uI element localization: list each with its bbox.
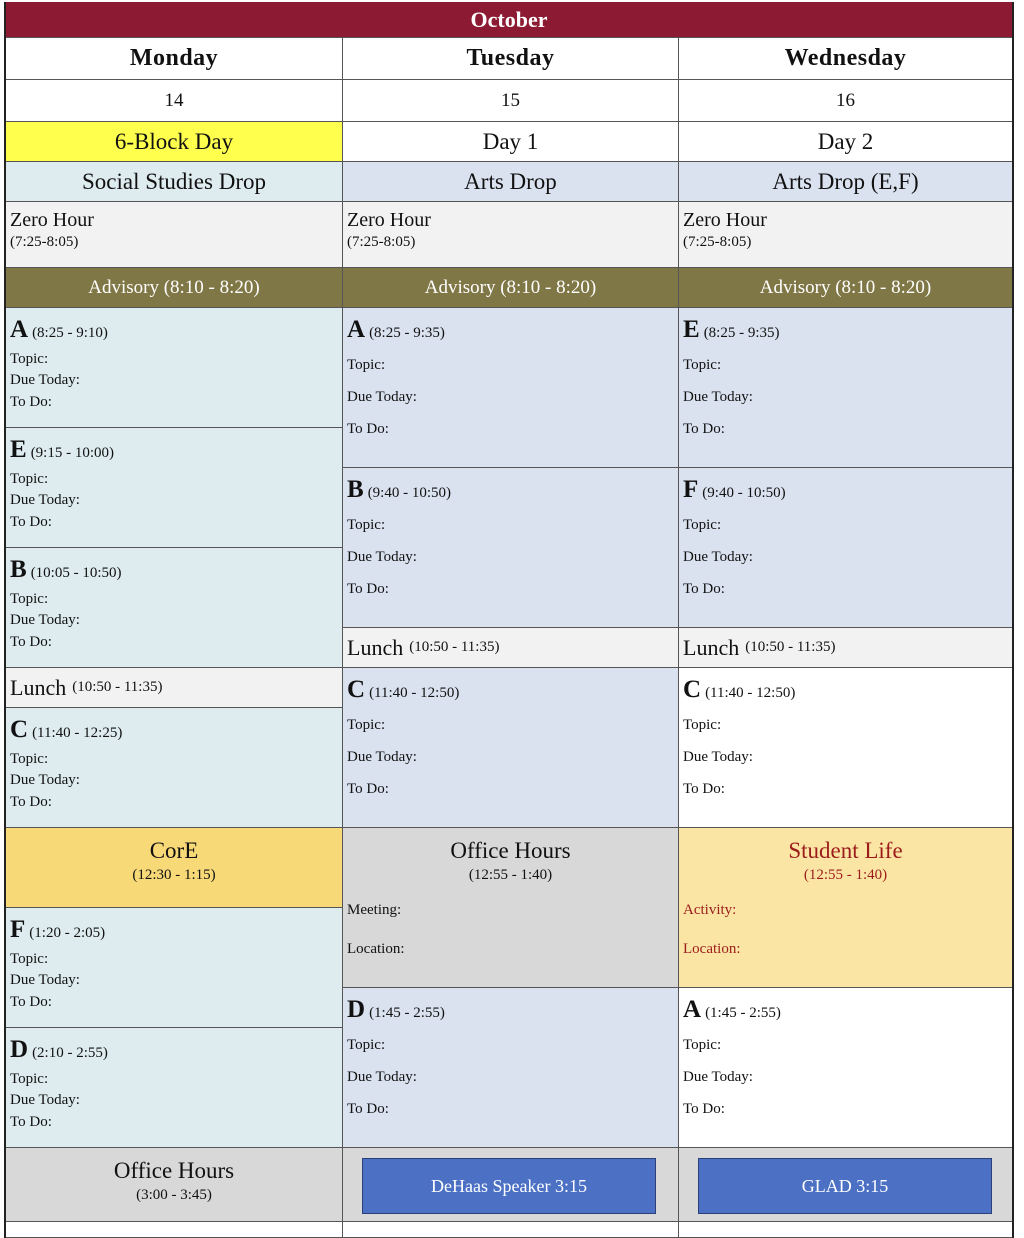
day-type-monday: 6-Block Day xyxy=(6,122,343,162)
student-life-time: (12:55 - 1:40) xyxy=(803,866,888,883)
calendar-sheet xyxy=(4,2,1014,1238)
event-dehaas-speaker[interactable]: DeHaas Speaker 3:15 xyxy=(362,1158,656,1214)
monday-block-d: D (2:10 - 2:55) Topic: Due Today: To Do: xyxy=(6,1028,343,1148)
todo-label: To Do: xyxy=(10,794,52,810)
day-name-monday: Monday xyxy=(6,38,343,80)
zero-hour-wednesday xyxy=(679,202,1012,268)
topic-label: Topic: xyxy=(10,470,49,487)
activity-label: Activity: xyxy=(683,902,737,919)
block-time: (8:25 - 9:10) xyxy=(32,325,108,341)
lunch-time: (10:50 - 11:35) xyxy=(409,639,500,655)
location-label: Location: xyxy=(683,941,741,958)
topic-label: Topic: xyxy=(10,1070,49,1087)
monday-core xyxy=(6,828,343,908)
tuesday-next-row xyxy=(343,1222,679,1238)
wednesday-next-row xyxy=(679,1222,1012,1238)
wednesday-block-c: C (11:40 - 12:50) Topic: Due Today: To Do: xyxy=(679,668,1012,828)
todo-label: To Do: xyxy=(10,394,52,410)
block-time: (9:15 - 10:00) xyxy=(30,445,115,461)
due-label: Due Today: xyxy=(683,388,753,405)
topic-label: Topic: xyxy=(10,350,49,367)
monday-block-f: F (1:20 - 2:05) Topic: Due Today: To Do: xyxy=(6,908,343,1028)
topic-label: Topic: xyxy=(347,716,386,733)
meeting-label: Meeting: xyxy=(347,902,402,919)
due-label: Due Today: xyxy=(347,1068,417,1085)
due-label: Due Today: xyxy=(10,772,80,789)
monday-block-e: E (9:15 - 10:00) Topic: Due Today: To Do: xyxy=(6,428,343,548)
student-life-title: Student Life xyxy=(788,838,903,863)
block-time: (8:25 - 9:35) xyxy=(703,325,780,341)
monday-block-c: C (11:40 - 12:25) Topic: Due Today: To Do: xyxy=(6,708,343,828)
zero-hour-label: Zero Hour xyxy=(683,209,767,231)
todo-label: To Do: xyxy=(683,421,725,437)
day-type-wednesday: Day 2 xyxy=(679,122,1012,162)
topic-label: Topic: xyxy=(10,590,49,607)
lunch-time: (10:50 - 11:35) xyxy=(745,639,836,655)
topic-label: Topic: xyxy=(10,750,49,767)
todo-label: To Do: xyxy=(10,634,52,650)
tuesday-office-hours xyxy=(343,828,679,988)
block-time: (9:40 - 10:50) xyxy=(367,485,452,501)
advisory-monday: Advisory (8:10 - 8:20) xyxy=(6,268,343,308)
todo-label: To Do: xyxy=(10,994,52,1010)
date-tuesday: 15 xyxy=(343,80,679,122)
monday-office-hours xyxy=(6,1148,343,1222)
due-label: Due Today: xyxy=(10,1092,80,1109)
zero-hour-label: Zero Hour xyxy=(347,209,431,231)
lunch-label: Lunch xyxy=(347,634,404,660)
zero-hour-time: (7:25-8:05) xyxy=(10,234,79,250)
block-time: (9:40 - 10:50) xyxy=(702,485,786,501)
office-hours-time: (3:00 - 3:45) xyxy=(136,1186,212,1203)
day-type-tuesday: Day 1 xyxy=(343,122,679,162)
core-title: CorE xyxy=(149,838,199,863)
due-label: Due Today: xyxy=(683,548,753,565)
block-time: (2:10 - 2:55) xyxy=(32,1045,108,1061)
lunch-label: Lunch xyxy=(10,674,67,700)
due-label: Due Today: xyxy=(347,548,417,565)
due-label: Due Today: xyxy=(347,748,417,765)
wednesday-block-f: F (9:40 - 10:50) Topic: Due Today: To Do: xyxy=(679,468,1012,628)
due-label: Due Today: xyxy=(347,388,417,405)
todo-label: To Do: xyxy=(347,781,389,797)
lunch-time: (10:50 - 11:35) xyxy=(72,679,163,695)
due-label: Due Today: xyxy=(10,492,80,509)
core-time: (12:30 - 1:15) xyxy=(132,866,216,883)
block-time: (8:25 - 9:35) xyxy=(369,325,445,341)
topic-label: Topic: xyxy=(683,716,722,733)
tuesday-block-d: D (1:45 - 2:55) Topic: Due Today: To Do: xyxy=(343,988,679,1148)
topic-label: Topic: xyxy=(347,1036,386,1053)
topic-label: Topic: xyxy=(10,950,49,967)
topic-label: Topic: xyxy=(683,356,722,373)
topic-label: Topic: xyxy=(347,356,386,373)
todo-label: To Do: xyxy=(10,514,52,530)
office-hours-title: Office Hours xyxy=(450,838,571,863)
due-label: Due Today: xyxy=(683,1068,753,1085)
topic-label: Topic: xyxy=(683,516,722,533)
block-time: (11:40 - 12:25) xyxy=(32,725,123,741)
wednesday-student-life xyxy=(679,828,1012,988)
date-wednesday: 16 xyxy=(679,80,1012,122)
block-time: (1:45 - 2:55) xyxy=(369,1005,445,1021)
tuesday-lunch xyxy=(343,628,679,668)
todo-label: To Do: xyxy=(683,581,725,597)
wednesday-block-a: A (1:45 - 2:55) Topic: Due Today: To Do: xyxy=(679,988,1012,1148)
topic-label: Topic: xyxy=(347,516,386,533)
advisory-wednesday: Advisory (8:10 - 8:20) xyxy=(679,268,1012,308)
monday-next-row xyxy=(6,1222,343,1238)
todo-label: To Do: xyxy=(347,1101,389,1117)
block-time: (10:05 - 10:50) xyxy=(30,565,122,581)
zero-hour-monday xyxy=(6,202,343,268)
day-name-wednesday: Wednesday xyxy=(679,38,1012,80)
drop-tuesday: Arts Drop xyxy=(343,162,679,202)
monday-block-b: B (10:05 - 10:50) Topic: Due Today: To Do: xyxy=(6,548,343,668)
month-header: October xyxy=(6,2,1012,38)
drop-monday: Social Studies Drop xyxy=(6,162,343,202)
advisory-tuesday: Advisory (8:10 - 8:20) xyxy=(343,268,679,308)
due-label: Due Today: xyxy=(10,372,80,389)
todo-label: To Do: xyxy=(347,421,389,437)
todo-label: To Do: xyxy=(683,1101,725,1117)
zero-hour-tuesday xyxy=(343,202,679,268)
block-time: (11:40 - 12:50) xyxy=(369,685,460,701)
tuesday-block-a: A (8:25 - 9:35) Topic: Due Today: To Do: xyxy=(343,308,679,468)
monday-lunch xyxy=(6,668,343,708)
due-label: Due Today: xyxy=(683,748,753,765)
zero-hour-label: Zero Hour xyxy=(10,209,94,231)
lunch-label: Lunch xyxy=(683,634,740,660)
office-hours-title: Office Hours xyxy=(113,1158,235,1183)
wednesday-block-e: E (8:25 - 9:35) Topic: Due Today: To Do: xyxy=(679,308,1012,468)
todo-label: To Do: xyxy=(683,781,725,797)
event-glad[interactable]: GLAD 3:15 xyxy=(698,1158,992,1214)
day-name-tuesday: Tuesday xyxy=(343,38,679,80)
monday-block-a: A (8:25 - 9:10) Topic: Due Today: To Do: xyxy=(6,308,343,428)
zero-hour-time: (7:25-8:05) xyxy=(683,234,752,250)
block-time: (11:40 - 12:50) xyxy=(705,685,796,701)
due-label: Due Today: xyxy=(10,972,80,989)
tuesday-block-b: B (9:40 - 10:50) Topic: Due Today: To Do: xyxy=(343,468,679,628)
drop-wednesday: Arts Drop (E,F) xyxy=(679,162,1012,202)
wednesday-lunch xyxy=(679,628,1012,668)
zero-hour-time: (7:25-8:05) xyxy=(347,234,416,250)
office-hours-time: (12:55 - 1:40) xyxy=(468,866,553,883)
topic-label: Topic: xyxy=(683,1036,722,1053)
todo-label: To Do: xyxy=(347,581,389,597)
location-label: Location: xyxy=(347,941,405,958)
block-time: (1:45 - 2:55) xyxy=(705,1005,781,1021)
date-monday: 14 xyxy=(6,80,343,122)
due-label: Due Today: xyxy=(10,612,80,629)
todo-label: To Do: xyxy=(10,1114,52,1130)
tuesday-block-c: C (11:40 - 12:50) Topic: Due Today: To Do: xyxy=(343,668,679,828)
block-time: (1:20 - 2:05) xyxy=(29,925,106,941)
